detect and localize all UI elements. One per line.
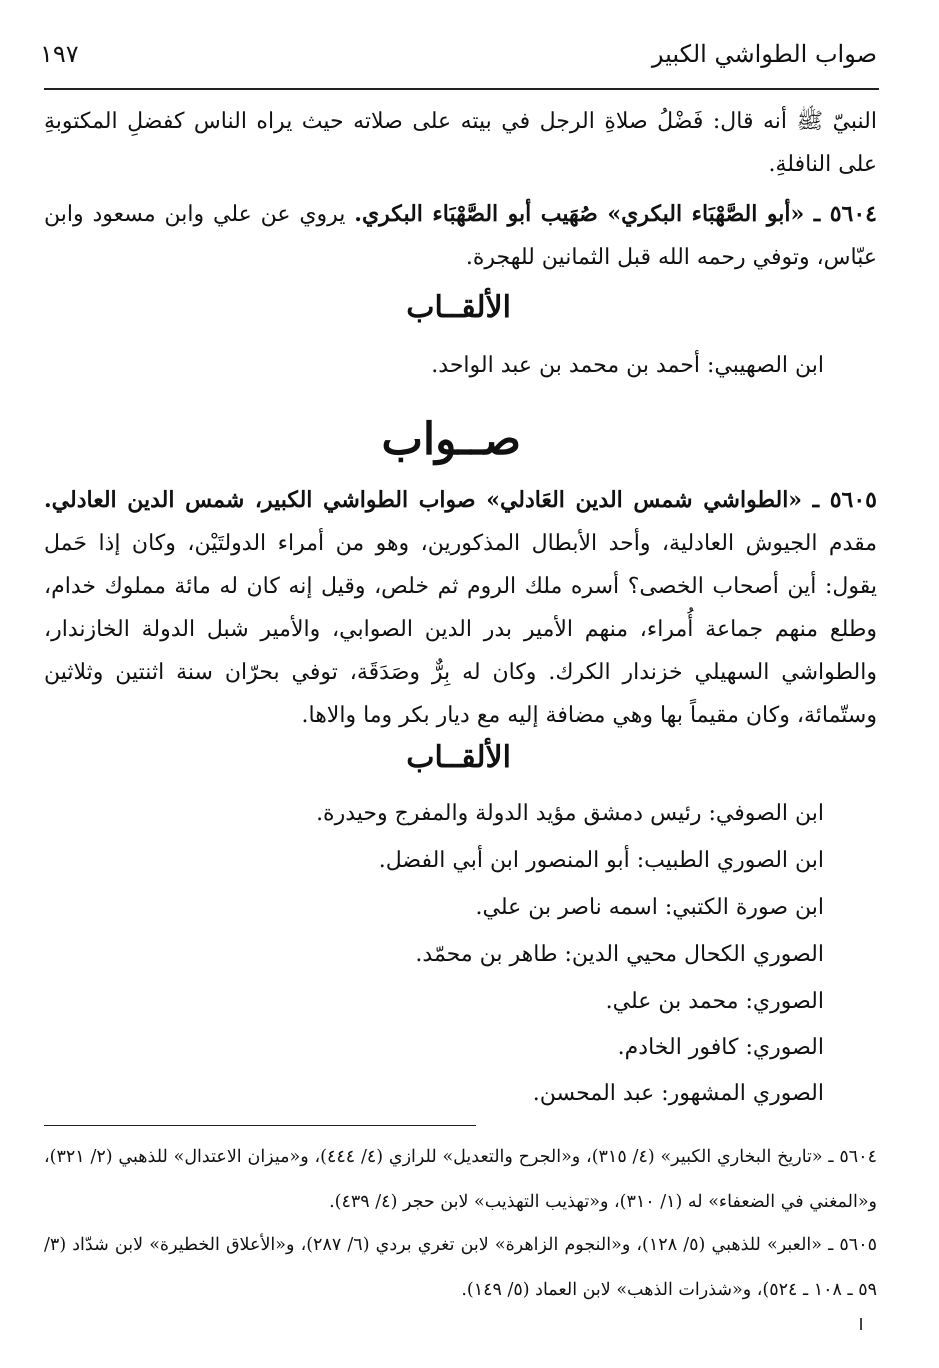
alqab-list-item: ابن الصوري الطبيب: أبو المنصور ابن أبي الفضل. <box>378 848 824 873</box>
alqab-list-item: ابن الصوفي: رئيس دمشق مؤيد الدولة والمفرج وحيدرة. <box>316 801 824 826</box>
alqab-list-item: الصوري الكحال محيي الدين: طاهر بن محمّد. <box>415 942 824 967</box>
scan-mark <box>860 1318 862 1330</box>
continuation-paragraph: النبيّ ﷺ أنه قال: فَضْلُ صلاةِ الرجل في بيته على صلاته حيث يراه الناس كفضلِ المكتوبةِ على النافلةِ. <box>44 109 877 177</box>
alqab-list-item: ابن صورة الكتبي: اسمه ناصر بن علي. <box>475 895 824 920</box>
page-number: ١٩٧ <box>40 40 79 68</box>
entry-5604-text: يروي عن علي وابن مسعود وابن عبّاس، وتوفي رحمه الله قبل الثمانين للهجرة. <box>44 202 877 270</box>
footnote-divider <box>44 1125 476 1126</box>
footnote-5605: ٥٦٠٥ ـ «العبر» للذهبي (٥/ ١٢٨)، و«النجوم الزاهرة» لابن تغري بردي (٦/ ٢٨٧)، و«الأعلاق الخطيرة» لابن شدّاد (٣/ ٥٩ ـ ١٠٨ ـ ٥٢٤)، و«شذرات الذهب» لابن العماد (٥/ ١٤٩). <box>44 1235 877 1300</box>
alqab-list-item: الصوري: محمد بن علي. <box>605 989 824 1014</box>
alqab-heading-2: الألقــاب <box>406 740 511 775</box>
header-divider <box>44 88 879 90</box>
entry-5604 <box>44 193 877 279</box>
entry-5605-text: مقدم الجيوش العادلية، وأحد الأبطال المذكورين، وهو من أمراء الدولتَيْن، وكان إذا حَمل يقول: أين أصحاب الخصى؟ أسره ملك الروم ثم خلص، وقيل إنه كان له مائة مملوك خدام، وطلع منهم جماعة أُمراء، منهم الأمير بدر الدين الصوابي، والأمير شبل الدولة الخازندار، والطواشي السهيلي خزندار الكرك. وكان له بِرٌّ وصَدَقَة، توفي بحرّان سنة اثنتين وثلاثين وستّمائة، وكان مقيماً بها وهي مضافة إليه مع ديار بكر وما والاها. <box>44 531 877 728</box>
entry-5605-heading: ٥٦٠٥ ـ «الطواشي شمس الدين العَادلي» صواب الطواشي الكبير، شمس الدين العادلي. <box>44 487 877 513</box>
section-heading-sawab: صــواب <box>381 414 521 465</box>
alqab-list-item: الصوري المشهور: عبد المحسن. <box>532 1081 824 1106</box>
running-header-title: صواب الطواشي الكبير <box>651 40 877 68</box>
entry-5605 <box>44 479 877 737</box>
alqab-list-item: الصوري: كافور الخادم. <box>617 1035 824 1060</box>
entry-5604-heading: ٥٦٠٤ ـ «أبو الصَّهْبَاء البكري» صُهَيب أبو الصَّهْبَاء البكري. <box>354 201 877 227</box>
alqab-heading-1: الألقــاب <box>406 290 511 325</box>
laqab-entry: ابن الصهيبي: أحمد بن محمد بن عبد الواحد. <box>431 353 824 378</box>
footnote-5604: ٥٦٠٤ ـ «تاريخ البخاري الكبير» (٤/ ٣١٥)، و«الجرح والتعديل» للرازي (٤/ ٤٤٤)، و«ميزان الاعتدال» للذهبي (٢/ ٣٢١)، و«المغني في الضعفاء» له (١/ ٣١٠)، و«تهذيب التهذيب» لابن حجر (٤/ ٤٣٩). <box>44 1147 877 1212</box>
